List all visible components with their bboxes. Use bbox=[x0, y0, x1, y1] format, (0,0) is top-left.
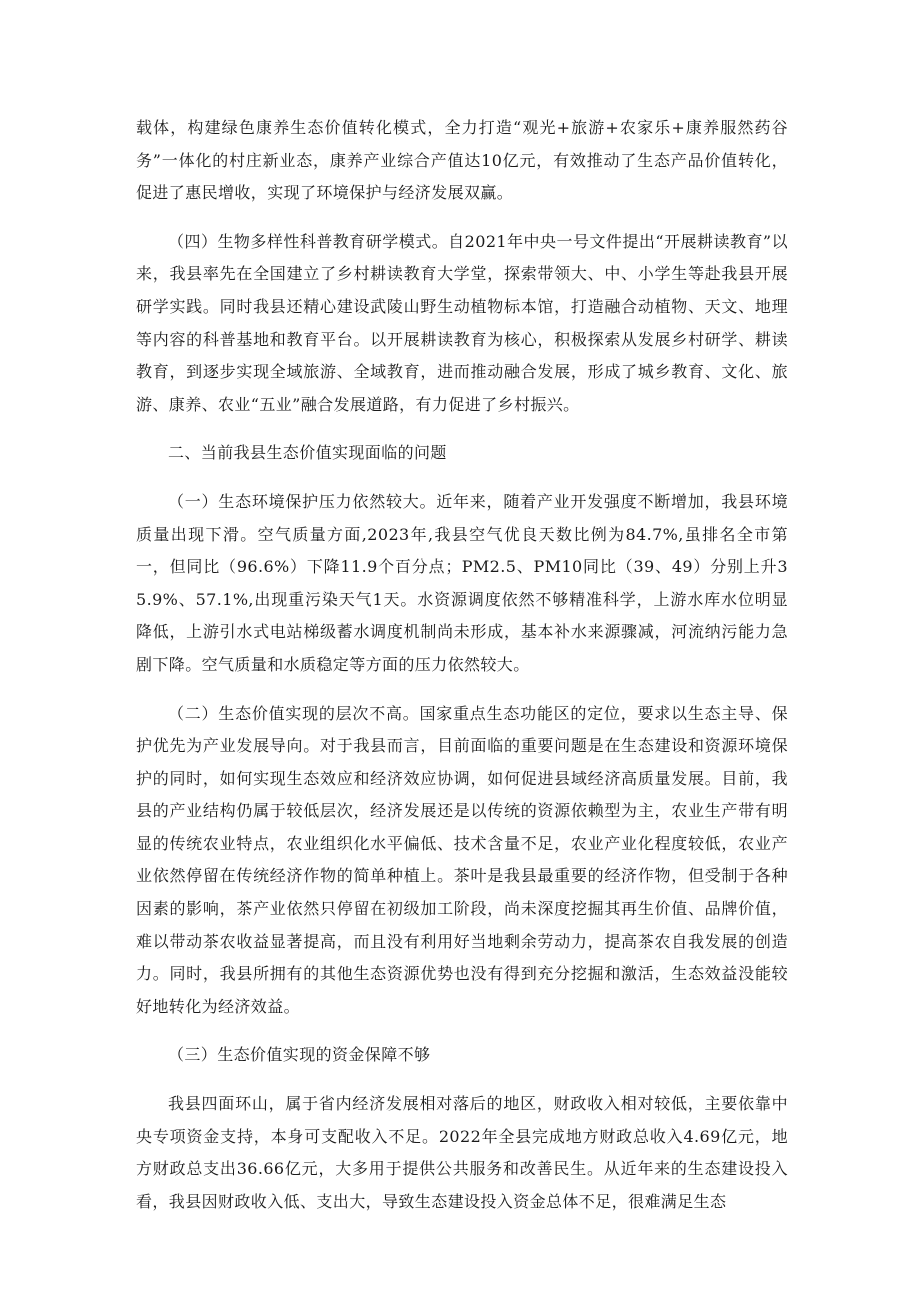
subheading-funding: （三）生态价值实现的资金保障不够 bbox=[168, 1045, 431, 1065]
section-heading-problems: 二、当前我县生态价值实现面临的问题 bbox=[168, 443, 447, 463]
paragraph-value-level: （二）生态价值实现的层次不高。国家重点生态功能区的定位，要求以生态主导、保护优先为产业发展导向。对于我县而言，目前面临的重要问题是在生态建设和资源环境保护的同时，如何实现生态效应和经济效应协调，如何促进县域经济高质量发展。目前，我县的产业结构仍属于较低层次，经济发展还是以传统的资源依赖型为主，农业生产带有明显的传统农业特点，农业组织化水平偏低、技术含量不足，农业产业化程度较低，农业产业依然停留在传统经济作物的简单种植上。茶叶是我县最重要的经济作物，但受制于各种因素的影响，茶产业依然只停留在初级加工阶段，尚未深度挖掘其再生价值、品牌价值，难以带动茶农收益显著提高，而且没有利用好当地剩余劳动力，提高茶农自我发展的创造力。同时，我县所拥有的其他生态资源优势也没有得到充分挖掘和激活，生态效益没能较好地转化为经济效益。 bbox=[136, 703, 788, 1016]
paragraph-environment-pressure: （一）生态环境保护压力依然较大。近年来，随着产业开发强度不断增加，我县环境质量出现下滑。空气质量方面,2023年,我县空气优良天数比例为84.7%,虽排名全市第一，但同比（96.6%）下降11.9个百分点；PM2.5、PM10同比（39、49）分别上升35.9%、57.1%,出现重污染天气1天。水资源调度依然不够精准科学，上游水库水位明显降低，上游引水式电站梯级蓄水调度机制尚未形成，基本补水来源骤减，河流纳污能力急剧下降。空气质量和水质稳定等方面的压力依然较大。 bbox=[136, 491, 788, 674]
paragraph-continuation-kangyang: 载体，构建绿色康养生态价值转化模式，全力打造“观光+旅游+农家乐+康养服然药谷务”一体化的村庄新业态，康养产业综合产值达10亿元，有效推动了生态产品价值转化，促进了惠民增收，实现了环境保护与经济发展双赢。 bbox=[136, 118, 788, 203]
paragraph-biodiversity-education: （四）生物多样性科普教育研学模式。自2021年中央一号文件提出“开展耕读教育”以来，我县率先在全国建立了乡村耕读教育大学堂，探索带领大、中、小学生等赴我县开展研学实践。同时我县还精心建设武陵山野生动植物标本馆，打造融合动植物、天文、地理等内容的科普基地和教育平台。以开展耕读教育为核心，积极探索从发展乡村研学、耕读教育，到逐步实现全域旅游、全域教育，进而推动融合发展，形成了城乡教育、文化、旅游、康养、农业“五业”融合发展道路，有力促进了乡村振兴。 bbox=[136, 231, 788, 414]
paragraph-funding-shortage: 我县四面环山，属于省内经济发展相对落后的地区，财政收入相对较低，主要依靠中央专项资金支持，本身可支配收入不足。2022年全县完成地方财政总收入4.69亿元，地方财政总支出36.66亿元，大多用于提供公共服务和改善民生。从近年来的生态建设投入看，我县因财政收入低、支出大，导致生态建设投入资金总体不足，很难满足生态 bbox=[136, 1094, 788, 1211]
document-page bbox=[136, 112, 788, 1234]
